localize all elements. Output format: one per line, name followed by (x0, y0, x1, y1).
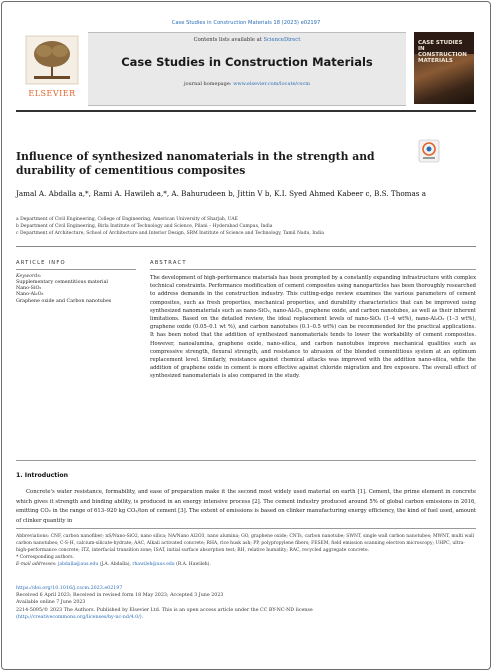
footnotes (16, 528, 476, 568)
abstract-rule (16, 460, 476, 461)
abstract-column (150, 260, 476, 381)
author-list: Jamal A. Abdalla a,*, Rami A. Hawileh a,*, A. Bahurudeen b, Jittin V b, K.I. Syed Ahmed Kabeer c, B.S. Thomas a (16, 189, 427, 198)
affiliations (16, 216, 476, 237)
check-for-updates-badge[interactable] (418, 139, 440, 163)
abstract-text: The development of high-performance materials has been prompted by a constantly expanding infrastructure with complex technical constraints. Performance modification of cement composites using nanoparticles has been thoroughly researched to address demands in the construction industry. This cutting-edge review examines the various parameters of cement composites, such as fresh properties, mechanical properties, and durability characteristics that can be improved using synthesized nanomaterials such as nano-SiO₂, nano-Al₂O₃, graphene oxide, and carbon nanotubes, as well as their inherent limitations. Based on the detailed review, the ideal replacement levels of nano-SiO₂ (1–4 wt%), nano-Al₂O₃ (1–3 wt%), graphene oxide (0.05–0.1 wt %), and carbon nanotubes (0.1–0.5 wt%) can be recommended for the practical applications. It has been noted that the addition of synthesized nanomaterials tends to lower the workability of cement composites. However, nanoalumina, graphene oxide, nano-silica, and carbon nanotubes improve mechanical qualities such as compressive strength, flexural strength, and resistance to abrasion of the blended cementitious system at an optimum replacement level. Similarly, resistance against chemical attacks was improved with the addition nano-silica, while the addition of graphene oxide in cement is more effective against chloride migration and fire exposure. The overall effect of synthesized nanomaterials is also compared in the study. (150, 275, 476, 380)
journal-header (16, 32, 476, 104)
abstract-label: ABSTRACT (150, 260, 476, 270)
page-content (16, 2, 476, 669)
header-rule (16, 110, 476, 112)
homepage-link[interactable]: www.elsevier.com/locate/cscm (233, 81, 311, 87)
email-name-abdalla: (J.A. Abdalla), (98, 562, 133, 567)
cover-title: CASE STUDIES IN CONSTRUCTION MATERIALS (418, 40, 467, 64)
contents-prefix: Contents lists available at (193, 37, 264, 43)
article-title: Influence of synthesized nanomaterials in the strength and durability of cementitious composites (16, 150, 375, 177)
keyword-item: Graphene oxide and Carbon nanotubes (16, 298, 112, 304)
keyword-item: Nano-SiO₂ (16, 286, 42, 292)
keyword-item: Nano-Al₂O₃ (16, 292, 44, 298)
keywords-label: Keywords: (16, 274, 42, 279)
elsevier-logo[interactable] (22, 34, 82, 102)
received-dates: Received 6 April 2023; Received in revised form 18 May 2023; Accepted 3 June 2023 (16, 593, 224, 599)
keyword-item: Supplementary cementitious material (16, 280, 108, 285)
email-footnote (16, 561, 476, 568)
affiliation-a: a Department of Civil Engineering, College of Engineering, American University of Sharjah, UAE (16, 217, 238, 222)
email-link-hawileh[interactable]: rhawileh@aus.edu (132, 562, 175, 567)
affiliation-c: c Department of Architecture, School of Architecture and Interior Design, SRM Institute of Science and Technology, Tamil Nadu, India (16, 231, 324, 236)
introduction-text: Concrete's water resistance, formability, and ease of preparation make it the second most widely used material on earth [1]. Cement, the prime element in concrete which gives it strength and binding ability, is produced in an energy intensive process [2]. The cement industry produced around 5% of global carbon emissions in 2016, emitting CO₂ in the range of 613–920 kg CO₂/ton of cement [3]. The extent of emissions is based on clinker manufacturing energy efficiency, the kind of fuel used, amount of clinker quantity in (16, 489, 476, 524)
journal-cover[interactable] (414, 32, 474, 104)
check-for-updates-icon (418, 139, 440, 163)
article-info-label: ARTICLE INFO (16, 260, 136, 270)
document-page (1, 1, 491, 670)
license-statement: 2214-5095/© 2023 The Authors. Published by Elsevier Ltd. This is an open access article under the CC BY-NC-ND license (16, 607, 313, 613)
email-name-hawileh: (R.A. Hawileh). (174, 562, 211, 567)
homepage-line (88, 81, 406, 87)
elsevier-wordmark: ELSEVIER (28, 89, 76, 98)
license-link[interactable]: (http://creativecommons.org/licenses/by-nc-nd/4.0/). (16, 614, 144, 620)
affiliation-rule (16, 246, 476, 247)
sciencedirect-link[interactable]: ScienceDirect (263, 37, 301, 43)
journal-title: Case Studies in Construction Materials (121, 55, 373, 69)
journal-banner (88, 32, 406, 106)
email-link-abdalla[interactable]: jabdalla@aus.edu (57, 562, 99, 567)
abbreviations-footnote: Abbreviations: CNF, carbon nanofiber; nS/Nano-SiO2, nano silica; NA/Nano Al2O3, nano alumina; GO, graphene oxide; CNTs, carbon nanotube; SWNT, single wall carbon nanotubes; MWNT, multi wall carbon nanotubes; C-S-H, calcium-silicate-hydrate; AAC, Alkali activated concrete; RHA, rice husk ash; PP, polypropylene fibers; FESEM, field emission scanning electron microscopy; UHPC, ultra-high-performance concrete; ITZ, interfacial transition zone; ISAT, initial surface absorption test; RH, relative humidity; RAC, recycled aggregate concrete. (16, 534, 475, 553)
affiliation-b: b Department of Civil Engineering, Birla Institute of Technology and Science, Pilani – Hyderabad Campus, India (16, 224, 273, 229)
doi-link[interactable]: https://doi.org/10.1016/j.cscm.2023.e02197 (16, 586, 123, 591)
article-info-column (16, 260, 136, 305)
corresponding-footnote: * Corresponding authors. (16, 555, 75, 560)
email-label: E-mail addresses: (16, 562, 58, 567)
journal-citation[interactable]: Case Studies in Construction Materials 18 (2023) e02197 (171, 20, 321, 26)
introduction-heading: 1. Introduction (16, 472, 69, 479)
homepage-prefix: journal homepage: (183, 81, 234, 87)
publication-info (16, 585, 476, 621)
available-online: Available online 7 June 2023 (16, 600, 86, 606)
contents-line (88, 37, 406, 43)
